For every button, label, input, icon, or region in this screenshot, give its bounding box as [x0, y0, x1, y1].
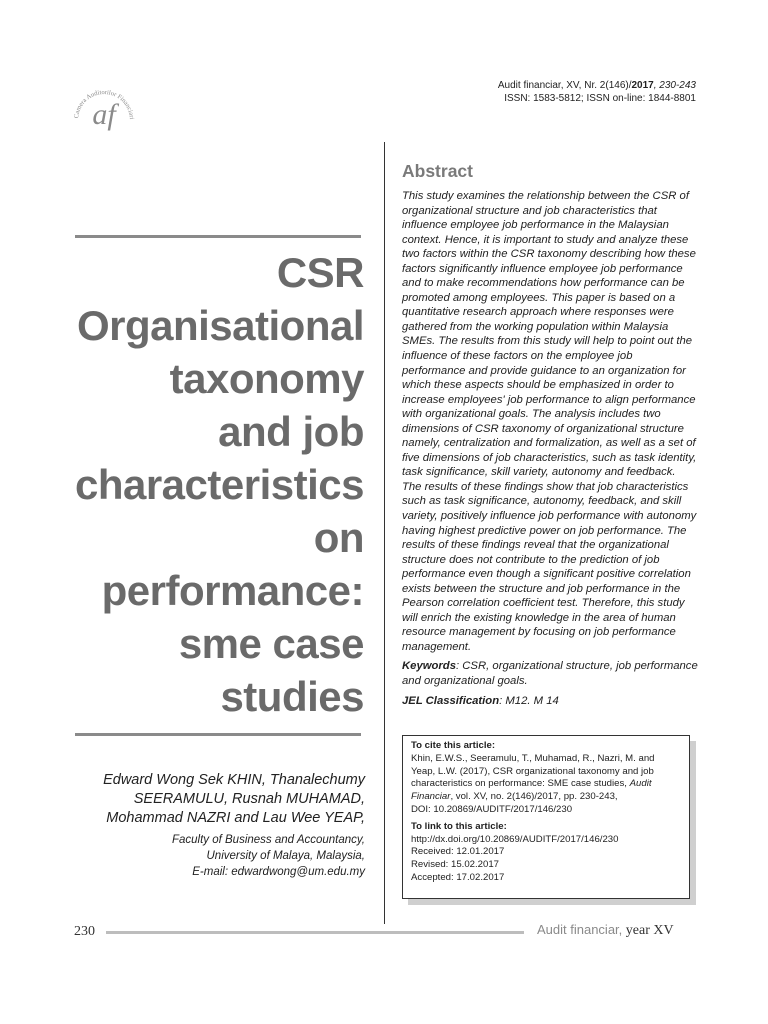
journal-header — [498, 79, 696, 105]
revised-date: Revised: 15.02.2017 — [411, 859, 500, 871]
footer-rule — [106, 931, 524, 934]
article-title: CSR Organisational taxonomy and job characteristics on performance: sme case studies — [74, 249, 364, 720]
author-affiliation: Faculty of Business and Accountancy, University of Malaya, Malaysia, E-mail: edwardwong@um.edu.my — [171, 834, 365, 878]
header-issn: ISSN: 1583-5812; ISSN on-line: 1844-8801 — [504, 93, 696, 104]
journal-logo — [68, 80, 140, 142]
page-number: 230 — [74, 924, 95, 939]
logo-ring-text: Camera Auditorilor Financiari — [73, 88, 136, 120]
column-divider — [384, 142, 385, 924]
header-citation-line: Audit financiar, XV, Nr. 2(146)/2017, 230-243 — [497, 80, 696, 91]
received-date: Received: 12.01.2017 — [411, 846, 505, 858]
cite-doi: DOI: 10.20869/AUDITF/2017/146/230 — [411, 803, 573, 815]
title-top-rule — [75, 235, 361, 238]
article-link[interactable]: http://dx.doi.org/10.20869/AUDITF/2017/146/230 — [411, 833, 619, 845]
link-heading: To link to this article: — [411, 820, 507, 832]
accepted-date: Accepted: 17.02.2017 — [411, 871, 505, 883]
jel-classification: JEL Classification: M12. M 14 — [402, 695, 559, 707]
abstract-heading: Abstract — [402, 161, 473, 181]
cite-text: Khin, E.W.S., Seeramulu, T., Muhamad, R., Nazri, M. and Yeap, L.W. (2017), CSR organizational taxonomy and job characteristics on performance: SME case studies, Audit Financiar, vol. XV, no. 2(146)/2017, pp. 230-243, — [411, 752, 655, 803]
citation-box — [402, 735, 690, 899]
title-bottom-rule — [75, 733, 361, 736]
abstract-text: This study examines the relationship between the CSR of organizational structure and job characteristics that influence employee job performance in the Malaysian context. Hence, it is important to study and analyze these two factors within the CSR taxonomy describing how these factors significantly influence employee job performance and to make recommendations how performance can be promoted among employees. This paper is based on a quantitative research approach where responses were gathered from the working population within Malaysia SMEs. The results from this study will help to point out the influence of these factors on the employee job performance and provide guidance to an organization for which these aspects should be emphasized in order to increase employees' job performance to align performance with organizational goals. The analysis includes two dimensions of CSR taxonomy of organizational structure namely, centralization and formalization, as well as a set of five dimensions of job characteristics, such as task identity, task significance, skill variety, autonomy and feedback. The results of these findings show that job characteristics such as task significance, autonomy, feedback, and skill variety, positively influence job performance with autonomy having highest predictive power on job performance. The results of these findings reveal that the organizational structure does not contribute to the prediction of job performance even though a significant positive correlation exists between the structure and job performance in the Pearson correlation coefficient test. Therefore, this study will enrich the existing knowledge in the area of human resource management by focusing on job performance management. — [402, 190, 697, 653]
logo-monogram: af — [92, 98, 116, 131]
footer-journal: Audit financiar, year XV — [537, 922, 674, 938]
keywords: Keywords: CSR, organizational structure, job performance and organizational goals. — [402, 660, 698, 687]
author-list: Edward Wong Sek KHIN, Thanalechumy SEERAMULU, Rusnah MUHAMAD, Mohammad NAZRI and Lau Wee YEAP, — [103, 772, 365, 826]
cite-heading: To cite this article: — [411, 740, 496, 751]
